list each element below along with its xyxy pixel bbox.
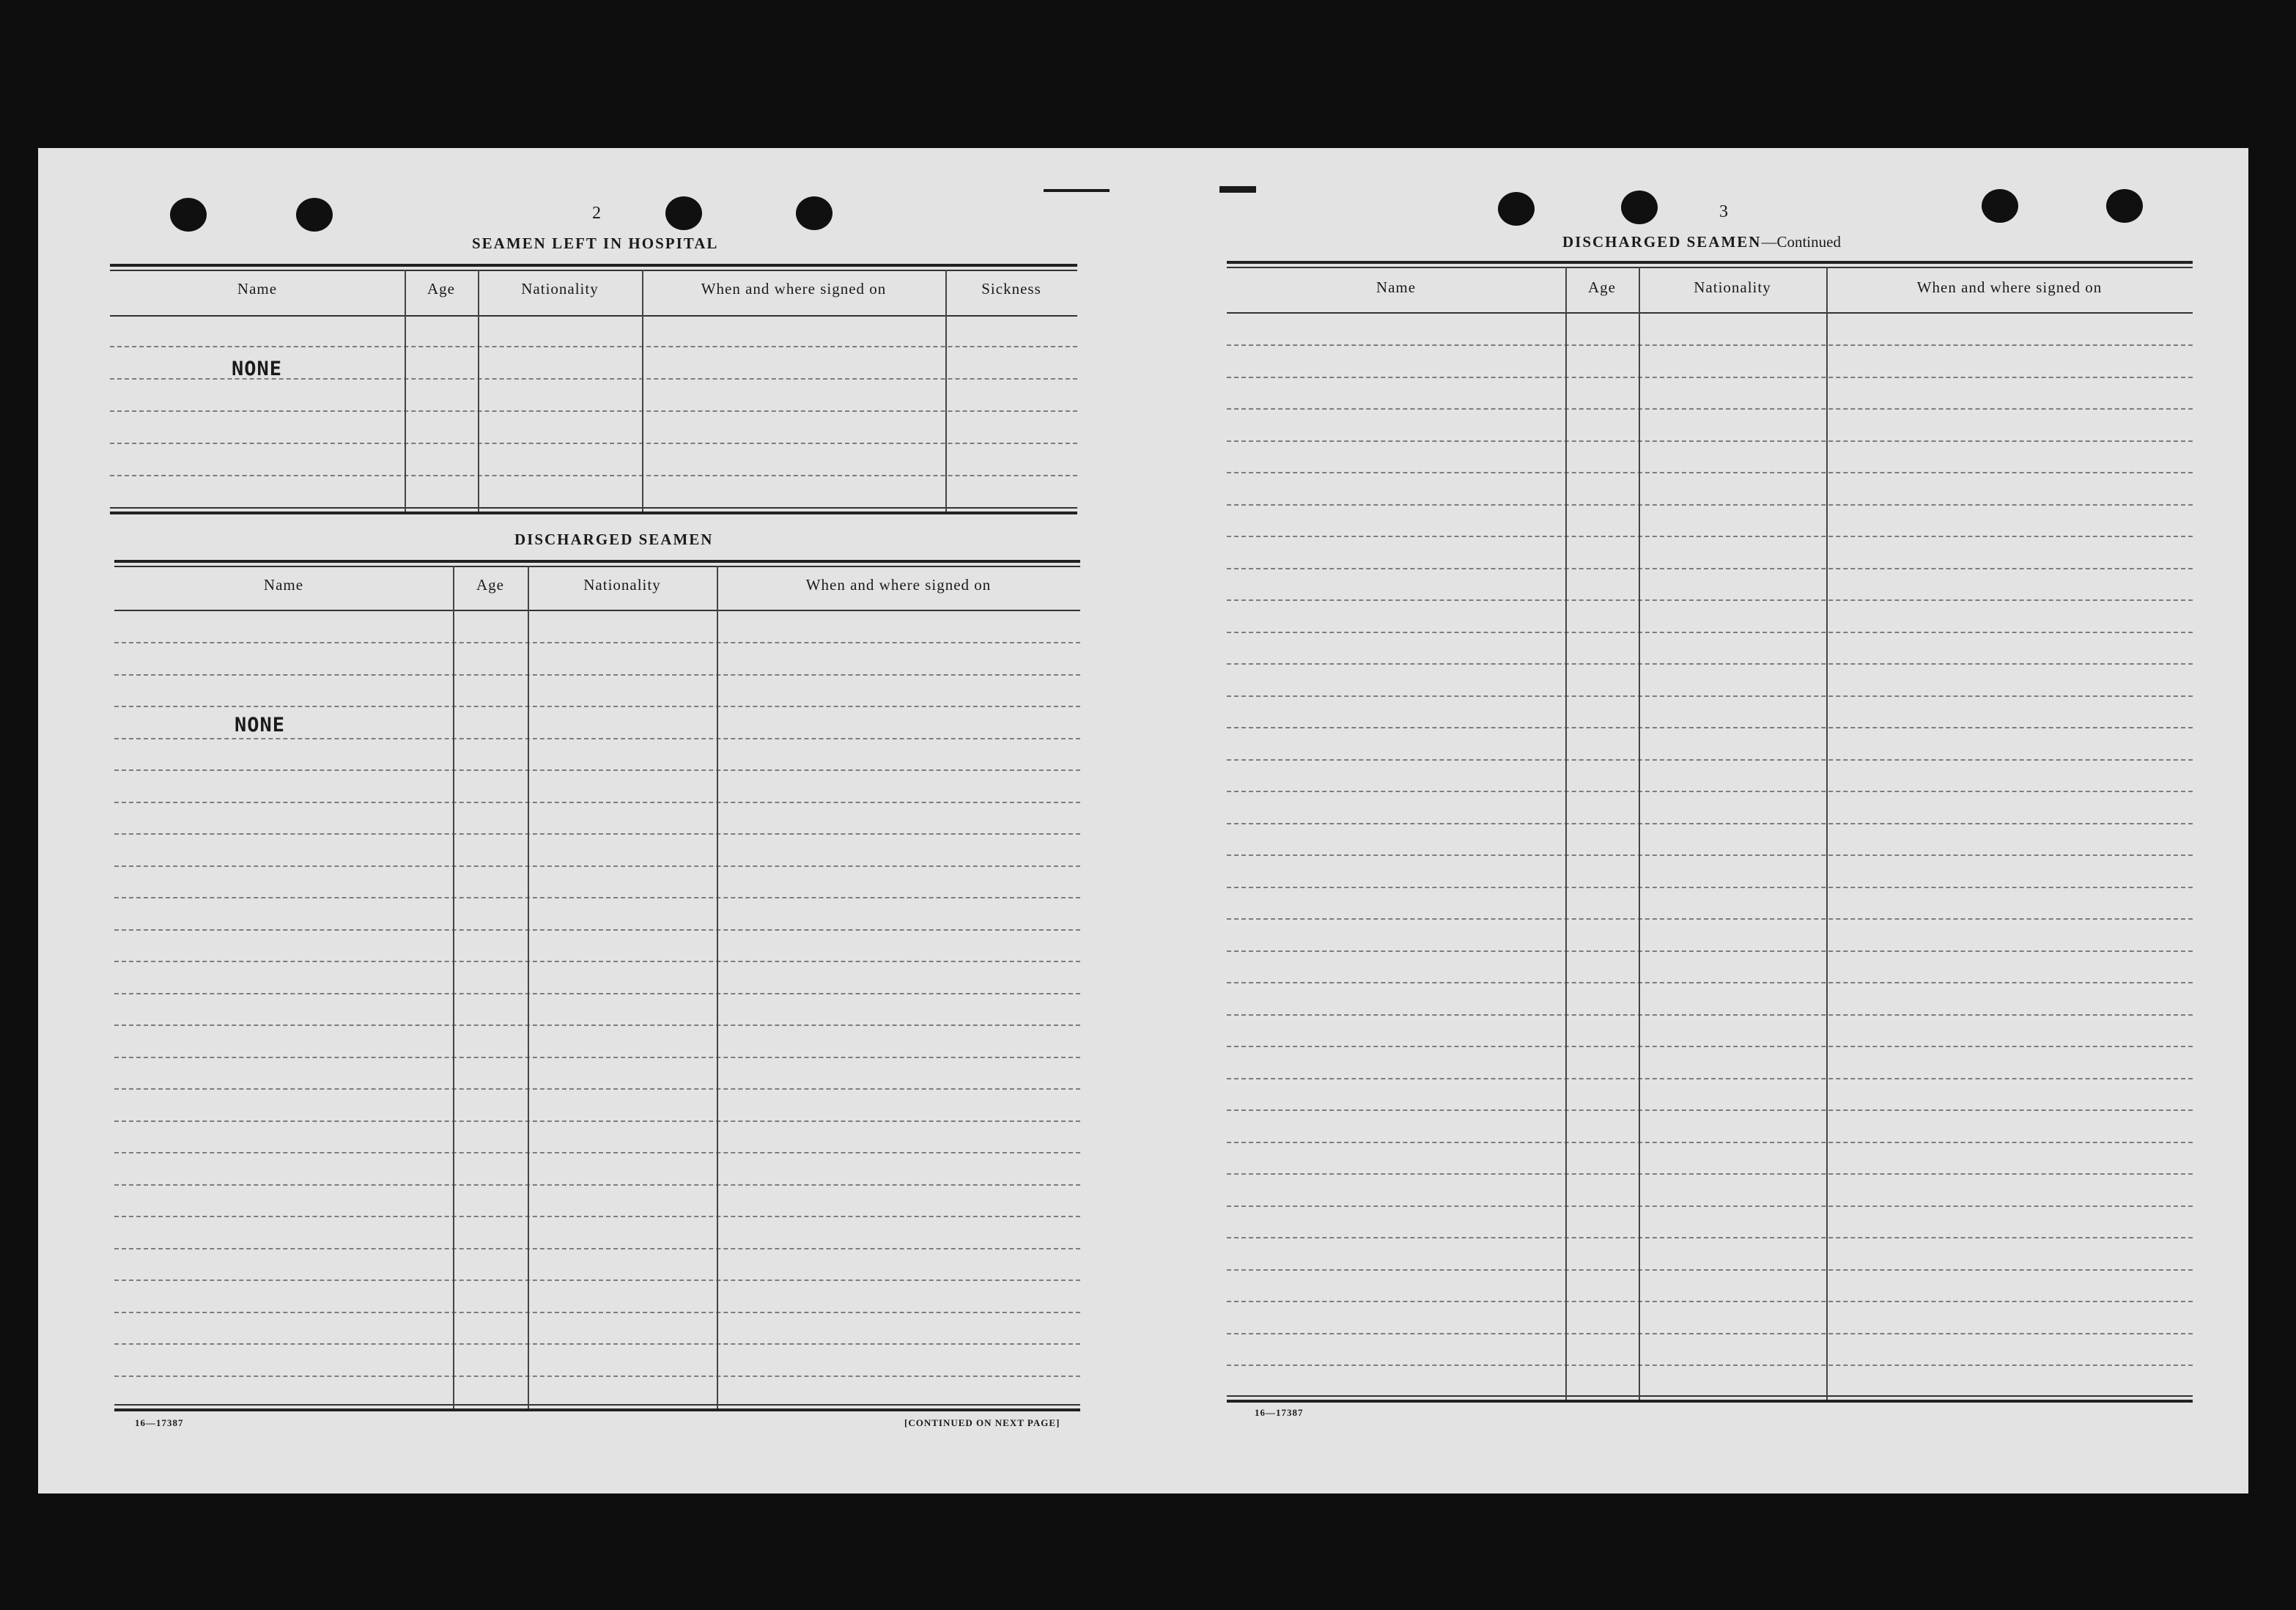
ink-mark (1219, 186, 1256, 193)
col-header-name: Name (237, 280, 278, 298)
row-rule (1227, 1269, 2193, 1271)
row-rule (114, 1279, 1080, 1281)
row-rule (1227, 1205, 2193, 1207)
row-rule (114, 1120, 1080, 1122)
col-header-nationality: Nationality (1694, 278, 1771, 296)
col-header-age: Age (427, 280, 455, 298)
row-rule (1227, 695, 2193, 697)
row-rule (114, 674, 1080, 676)
discharged-section-title: DISCHARGED SEAMEN (514, 531, 714, 548)
row-rule (1227, 1014, 2193, 1016)
punch-hole (665, 196, 702, 230)
col-header-age: Age (476, 576, 504, 594)
row-rule (1227, 599, 2193, 601)
row-rule (1227, 854, 2193, 856)
row-rule (114, 1024, 1080, 1026)
row-rule (1227, 504, 2193, 506)
punch-hole (1498, 192, 1535, 226)
discharged-entry: NONE (235, 714, 286, 736)
row-rule (1227, 1333, 2193, 1334)
row-rule (114, 738, 1080, 739)
row-rule (114, 1343, 1080, 1345)
row-rule (1227, 632, 2193, 633)
row-rule (114, 706, 1080, 707)
row-rule (1227, 727, 2193, 728)
form-number: 16—17387 (135, 1417, 184, 1428)
row-rule (114, 769, 1080, 771)
row-rule (114, 1152, 1080, 1153)
row-rule (114, 642, 1080, 643)
row-rule (1227, 377, 2193, 378)
col-header-age: Age (1588, 278, 1616, 296)
row-rule (114, 1088, 1080, 1090)
row-rule (1227, 1109, 2193, 1111)
row-rule (1227, 791, 2193, 792)
col-header-nationality: Nationality (583, 576, 661, 594)
col-header-nationality: Nationality (521, 280, 599, 298)
punch-hole (170, 198, 207, 232)
row-rule (1227, 1142, 2193, 1143)
row-rule (1227, 472, 2193, 473)
row-rule (114, 865, 1080, 867)
row-rule (114, 961, 1080, 962)
form-sheet (38, 148, 2248, 1493)
row-rule (1227, 950, 2193, 952)
row-rule (114, 802, 1080, 803)
col-header-signed-on: When and where signed on (1916, 278, 2103, 296)
discharged-continued-title-text: DISCHARGED SEAMEN (1562, 233, 1762, 251)
row-rule (114, 929, 1080, 931)
row-rule (1227, 823, 2193, 824)
col-header-name: Name (1376, 278, 1417, 296)
row-rule (1227, 663, 2193, 665)
row-rule (1227, 408, 2193, 410)
row-rule (1227, 344, 2193, 346)
row-rule (1227, 918, 2193, 920)
punch-hole (1621, 191, 1658, 224)
continued-suffix: —Continued (1761, 233, 1841, 251)
row-rule (1227, 440, 2193, 442)
punch-hole (796, 196, 833, 230)
row-rule (114, 1057, 1080, 1058)
row-rule (114, 1216, 1080, 1217)
row-rule (114, 1248, 1080, 1249)
row-rule (1227, 568, 2193, 569)
page-number: 3 (1719, 202, 1728, 221)
row-rule (1227, 1301, 2193, 1302)
row-rule (1227, 1046, 2193, 1047)
row-rule (1227, 887, 2193, 888)
row-rule (114, 993, 1080, 994)
col-header-name: Name (263, 576, 304, 594)
row-rule (114, 1312, 1080, 1313)
row-rule (1227, 1078, 2193, 1079)
page-number: 2 (592, 204, 601, 223)
punch-hole (296, 198, 333, 232)
row-rule (114, 1375, 1080, 1377)
row-rule (1227, 1173, 2193, 1175)
row-rule (1227, 1237, 2193, 1238)
col-header-signed-on: When and where signed on (701, 280, 887, 298)
row-rule (1227, 982, 2193, 983)
continued-note: [CONTINUED ON NEXT PAGE] (904, 1417, 1060, 1428)
form-number: 16—17387 (1255, 1407, 1304, 1418)
punch-hole (1982, 189, 2018, 223)
row-rule (1227, 759, 2193, 761)
row-rule (114, 897, 1080, 898)
discharged-continued-title (1562, 233, 1841, 251)
col-header-sickness: Sickness (981, 280, 1041, 298)
ink-mark (1044, 189, 1110, 192)
row-rule (1227, 1365, 2193, 1366)
row-rule (114, 833, 1080, 835)
punch-hole (2106, 189, 2143, 223)
hospital-entry: NONE (232, 358, 283, 380)
hospital-section-title: SEAMEN LEFT IN HOSPITAL (472, 235, 719, 252)
row-rule (114, 1184, 1080, 1186)
row-rule (1227, 536, 2193, 537)
col-header-signed-on: When and where signed on (805, 576, 992, 594)
